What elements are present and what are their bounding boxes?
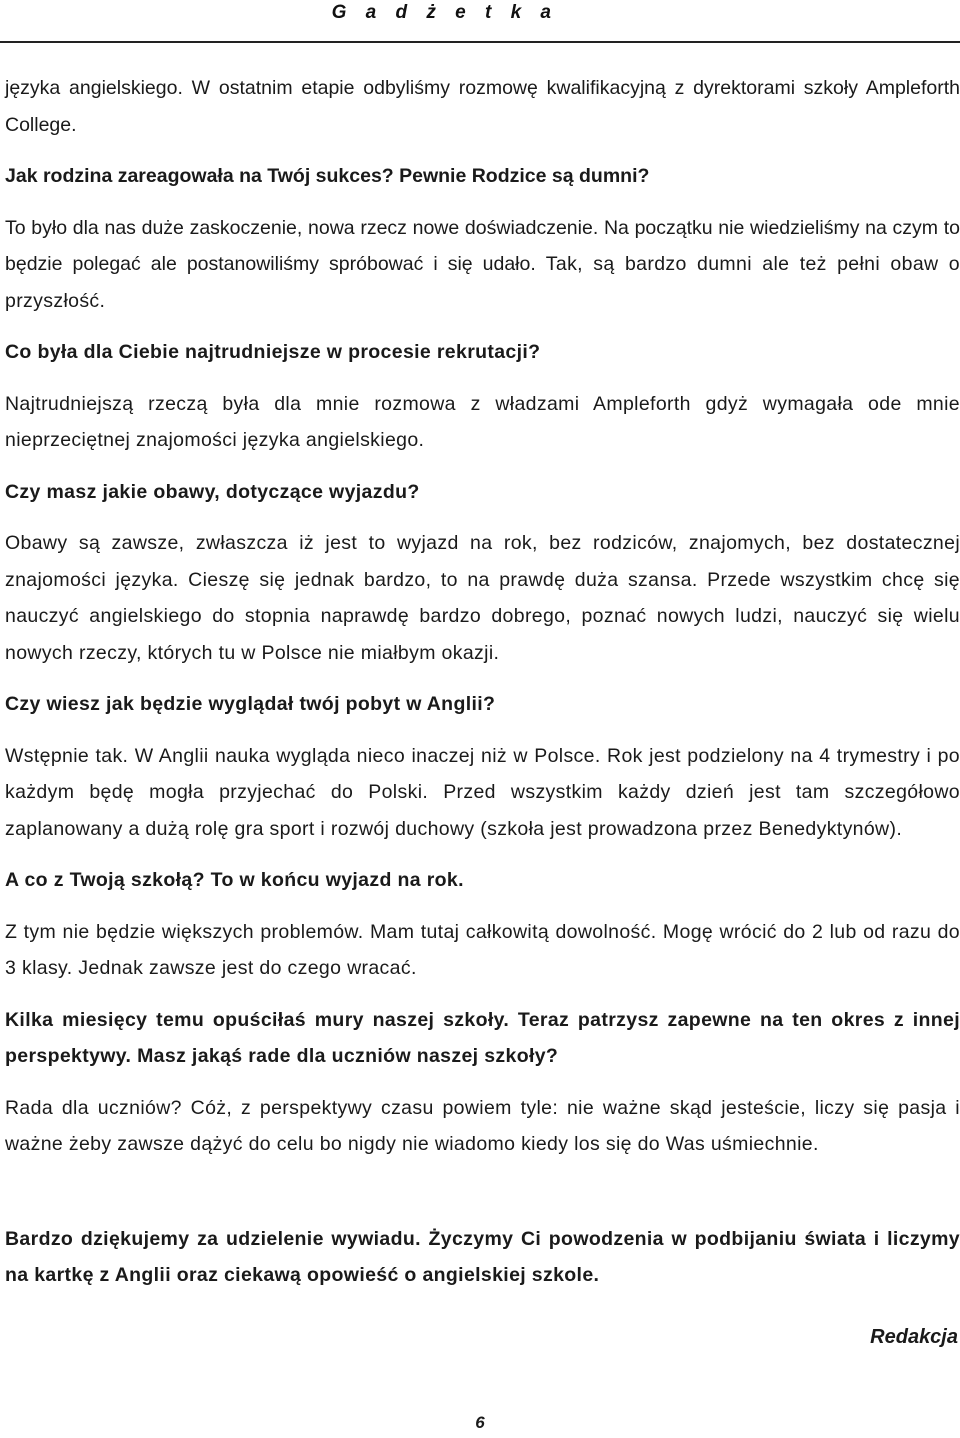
answer-1-part-2: Tak, są bardzo dumni ale też pełni obaw o przyszłość. xyxy=(5,253,960,312)
question-5: A co z Twoją szkołą? To w końcu wyjazd na rok. xyxy=(5,869,464,891)
question-6: Kilka miesięcy temu opuściłaś mury naszej szkoły. Teraz patrzysz zapewne na ten okres z innej perspektywy. Masz jakąś rade dla uczniów naszej szkoły? xyxy=(5,1008,960,1067)
page-number: 6 xyxy=(475,1413,485,1432)
page-header xyxy=(0,0,960,44)
closing-remark: Bardzo dziękujemy za udzielenie wywiadu. Życzymy Ci powodzenia w podbijaniu świata i liczymy na kartkę z Anglii oraz ciekawą opowieść o angielskiej szkole. xyxy=(5,1227,960,1286)
answer-1-part-1: To było dla nas duże zaskoczenie, nowa rzecz nowe doświadczenie. Na początku nie wiedzieliśmy na czym to będzie polegać ale postanowiliśmy spróbować i się udało. xyxy=(5,216,960,275)
intro-paragraph: języka angielskiego. W ostatnim etapie odbyliśmy rozmowę kwalifikacyjną z dyrektorami szkoły Ampleforth College. xyxy=(5,77,960,136)
question-3: Czy masz jakie obawy, dotyczące wyjazdu? xyxy=(5,480,420,503)
answer-1 xyxy=(5,210,960,320)
question-4: Czy wiesz jak będzie wyglądał twój pobyt w Anglii? xyxy=(5,693,496,715)
answer-6: Rada dla uczniów? Cóż, z perspektywy czasu powiem tyle: nie ważne skąd jesteście, liczy się pasja i ważne żeby zawsze dążyć do celu bo nigdy nie wiadomo kiedy los się do Was uśmiechnie. xyxy=(5,1096,960,1155)
answer-2: Najtrudniejszą rzeczą była dla mnie rozmowa z władzami Ampleforth gdyż wymagała ode mnie nieprzeciętnej znajomości języka angielskiego. xyxy=(5,392,960,451)
header-divider xyxy=(0,41,960,43)
answer-4: Wstępnie tak. W Anglii nauka wygląda nieco inaczej niż w Polsce. Rok jest podzielony na 4 trymestry i po każdym będę mogła przyjechać do Polski. Przed wszystkim każdy dzień jest tam szczegółowo zaplanowany a dużą rolę gra sport i rozwój duchowy (szkoła jest prowadzona przez Benedyktynów). xyxy=(5,744,960,840)
question-2: Co była dla Ciebie najtrudniejsze w procesie rekrutacji? xyxy=(5,341,541,363)
answer-5: Z tym nie będzie większych problemów. Mam tutaj całkowitą dowolność. Mogę wrócić do 2 lub od razu do 3 klasy. Jednak zawsze jest do czego wracać. xyxy=(5,920,960,979)
header-title: G a d ż e t k a xyxy=(331,2,558,23)
article-body xyxy=(5,70,960,1294)
answer-3: Obawy są zawsze, zwłaszcza iż jest to wyjazd na rok, bez rodziców, znajomych, bez dostatecznej znajomości języka. Cieszę się jednak bardzo, to na prawdę duża szansa. Przede wszystkim chcę się nauczyć angielskiego do stopnia naprawdę bardzo dobrego, poznać nowych ludzi, nauczyć się wielu nowych rzeczy, których tu w Polsce nie miałbym okazji. xyxy=(5,532,960,664)
question-1: Jak rodzina zareagowała na Twój sukces? Pewnie Rodzice są dumni? xyxy=(5,165,650,187)
signature: Redakcja xyxy=(870,1326,958,1348)
